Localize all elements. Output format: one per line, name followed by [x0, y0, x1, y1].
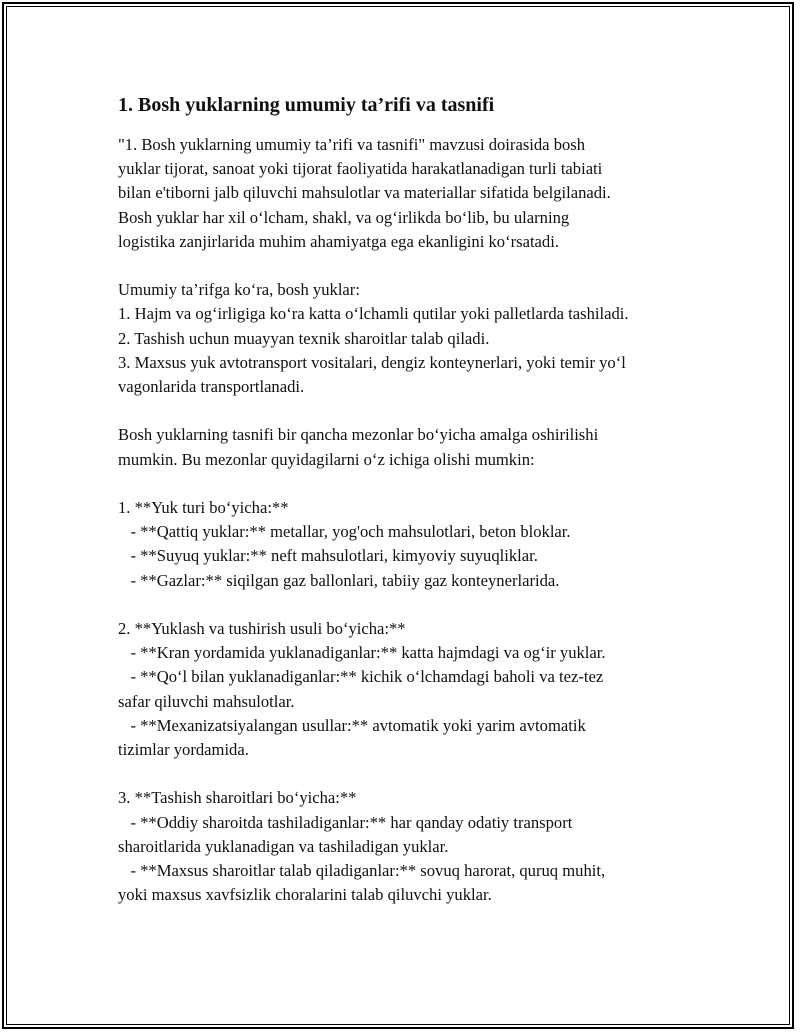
list-heading: 1. **Yuk turi bo‘yicha:**: [118, 498, 289, 517]
list-item: - **Qattiq yuklar:** metallar, yog'och mahsulotlari, beton bloklar.: [118, 522, 571, 542]
document-page: [118, 91, 698, 907]
text-line: mumkin. Bu mezonlar quyidagilarni o‘z ichiga olishi mumkin:: [118, 449, 535, 469]
text-line: 2. Tashish uchun muayyan texnik sharoitlar talab qiladi.: [118, 328, 490, 348]
list-item: - **Qo‘l bilan yuklanadiganlar:** kichik o‘lchamdagi baholi va tez-tez: [118, 667, 604, 687]
list-transport-conditions: [118, 786, 698, 907]
list-item: - **Gazlar:** siqilgan gaz ballonlari, tabiiy gaz konteynerlarida.: [118, 570, 560, 590]
text-line: logistika zanjirlarida muhim ahamiyatga ega ekanligini ko‘rsatadi.: [118, 231, 559, 251]
list-item: - **Mexanizatsiyalangan usullar:** avtomatik yoki yarim avtomatik: [118, 715, 586, 735]
paragraph-definition: [118, 133, 698, 254]
text-line: vagonlarida transportlanadi.: [118, 377, 305, 397]
text-line: 1. Hajm va og‘irligiga ko‘ra katta o‘lchamli qutilar yoki palletlarda tashiladi.: [118, 304, 629, 324]
text-line: bilan e'tiborni jalb qiluvchi mahsulotlar va materiallar sifatida belgilanadi.: [118, 183, 611, 203]
text-line: Umumiy ta’rifga ko‘ra, bosh yuklar:: [118, 280, 360, 300]
list-cargo-type: [118, 496, 698, 593]
list-item: safar qiluvchi mahsulotlar.: [118, 691, 295, 711]
list-item: yoki maxsus xavfsizlik choralarini talab qiluvchi yuklar.: [118, 885, 492, 905]
paragraph-classification-intro: [118, 423, 698, 471]
list-heading: 2. **Yuklash va tushirish usuli bo‘yicha:**: [118, 619, 406, 638]
text-line: Bosh yuklar har xil o‘lcham, shakl, va og‘irlikda bo‘lib, bu ularning: [118, 207, 570, 227]
document-title: 1. Bosh yuklarning umumiy ta’rifi va tasnifi: [118, 94, 495, 116]
list-item: - **Maxsus sharoitlar talab qiladiganlar:** sovuq harorat, quruq muhit,: [118, 861, 606, 881]
list-item: - **Kran yordamida yuklanadiganlar:** katta hajmdagi va og‘ir yuklar.: [118, 643, 606, 663]
list-heading: 3. **Tashish sharoitlari bo‘yicha:**: [118, 788, 357, 808]
text-line: Bosh yuklarning tasnifi bir qancha mezonlar bo‘yicha amalga oshirilishi: [118, 425, 599, 445]
text-line: 3. Maxsus yuk avtotransport vositalari, dengiz konteynerlari, yoki temir yo‘l: [118, 352, 626, 372]
paragraph-general-definition: [118, 278, 698, 399]
text-line: "1. Bosh yuklarning umumiy ta’rifi va tasnifi" mavzusi doirasida bosh: [118, 135, 586, 154]
list-item: sharoitlarida yuklanadigan va tashiladigan yuklar.: [118, 836, 449, 856]
list-item: - **Oddiy sharoitda tashiladiganlar:** har qanday odatiy transport: [118, 812, 573, 832]
list-item: tizimlar yordamida.: [118, 740, 249, 760]
list-loading-method: [118, 617, 698, 762]
list-item: - **Suyuq yuklar:** neft mahsulotlari, kimyoviy suyuqliklar.: [118, 546, 538, 566]
text-line: yuklar tijorat, sanoat yoki tijorat faoliyatida harakatlanadigan turli tabiati: [118, 159, 603, 179]
